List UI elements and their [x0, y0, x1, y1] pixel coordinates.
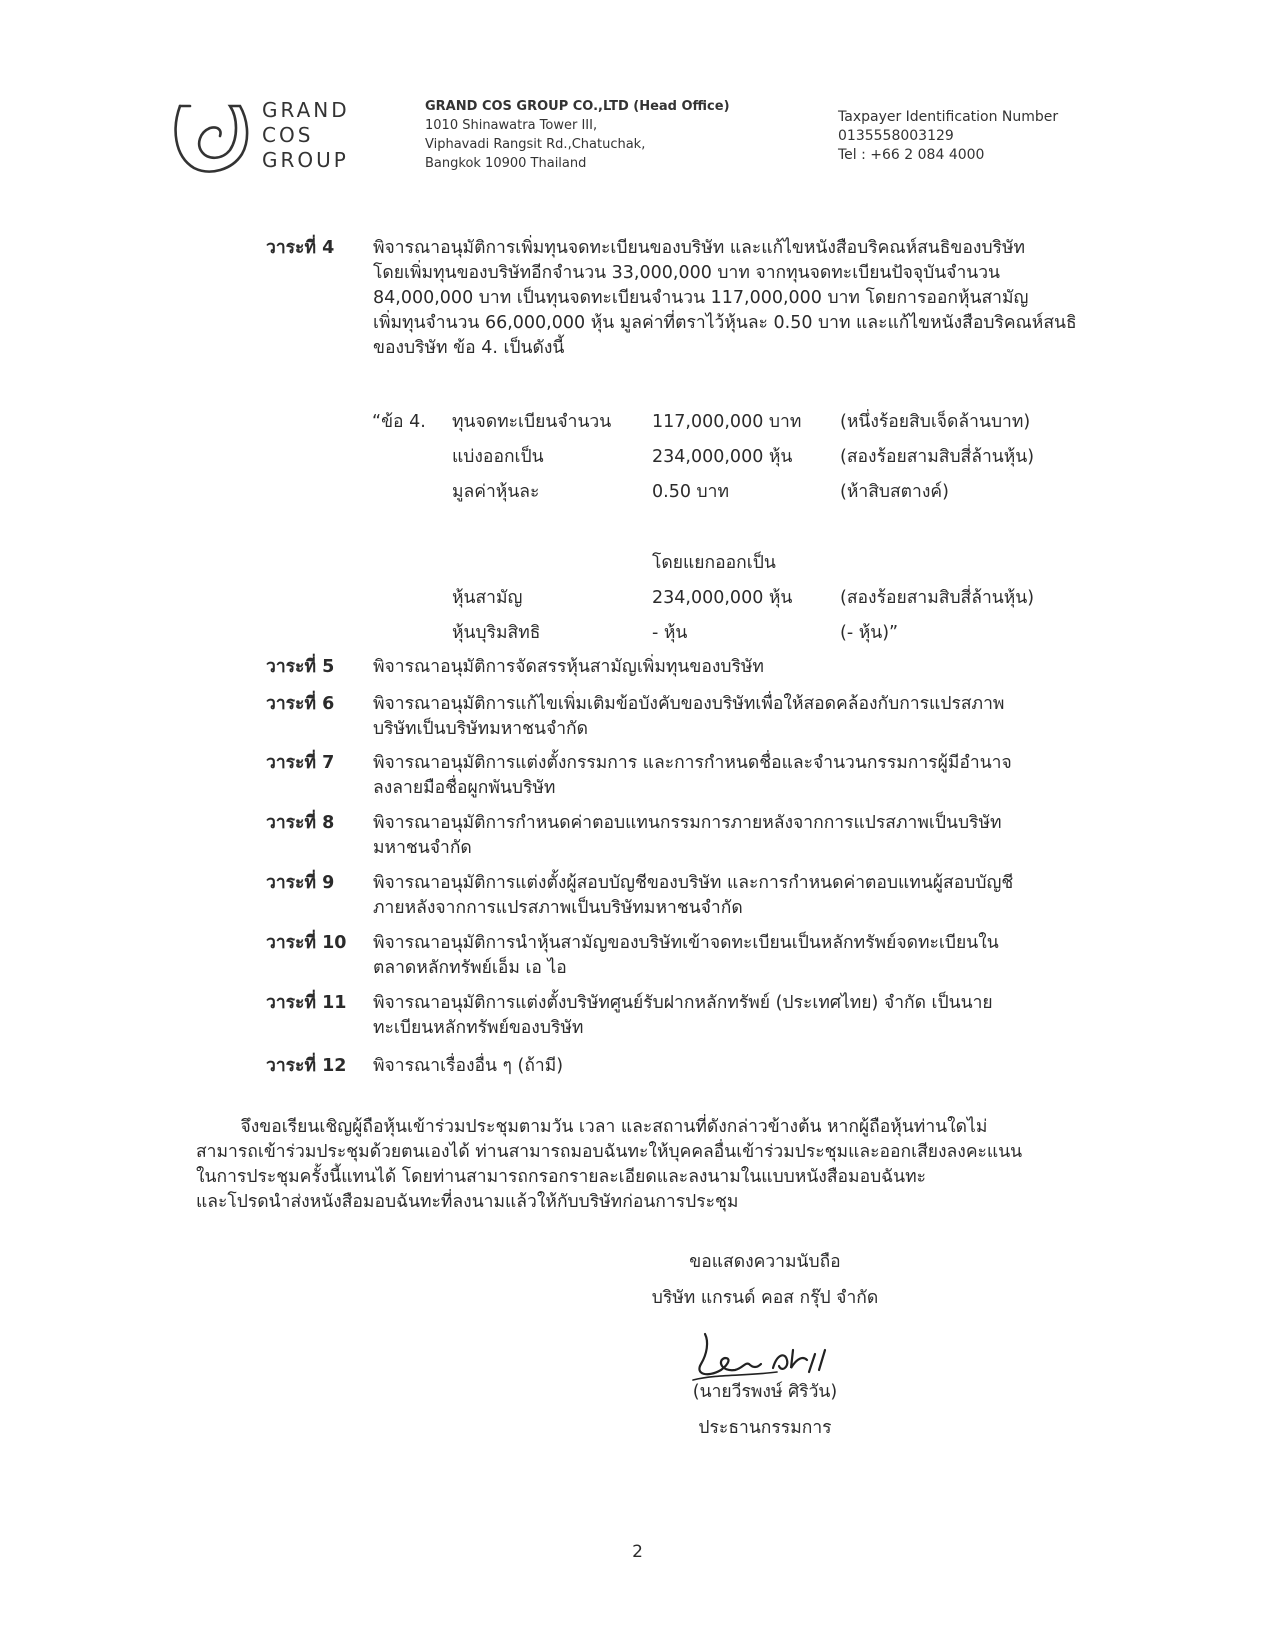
signer-name: (นายวีรพงษ์ ศิริวัน): [692, 1382, 838, 1402]
agenda-line: พิจารณาอนุมัติการแก้ไขเพิ่มเติมข้อบังคับของบริษัทเพื่อให้สอดคล้องกับการแปรสภาพ: [373, 694, 1005, 714]
agenda-number: วาระที่ 4: [266, 238, 335, 258]
split-heading: โดยแยกออกเป็น: [652, 553, 776, 573]
agenda-number: วาระที่ 8: [266, 813, 335, 833]
agenda-number: วาระที่ 5: [266, 657, 335, 677]
agenda-line: พิจารณาอนุมัติการกำหนดค่าตอบแทนกรรมการภายหลังจากการแปรสภาพเป็นบริษัท: [373, 813, 1002, 833]
agenda-line: มหาชนจำกัด: [373, 838, 472, 858]
tax-number: 0135558003129: [838, 128, 954, 144]
clause-item: มูลค่าหุ้นละ: [452, 482, 540, 502]
clause-item: แบ่งออกเป็น: [452, 447, 544, 467]
agenda-number: วาระที่ 7: [266, 753, 335, 773]
logo-line-1: GRAND: [262, 98, 350, 122]
agenda-line: บริษัทเป็นบริษัทมหาชนจำกัด: [373, 719, 588, 739]
company-name: GRAND COS GROUP CO.,LTD (Head Office): [425, 99, 730, 114]
closing-line: สามารถเข้าร่วมประชุมด้วยตนเองได้ ท่านสามารถมอบฉันทะให้บุคคลอื่นเข้าร่วมประชุมและออกเสียงลงคะแนน: [196, 1142, 1023, 1162]
clause-label: “ข้อ 4.: [372, 412, 426, 432]
agenda-text: [373, 811, 1085, 861]
closing-line: และโปรดนำส่งหนังสือมอบฉันทะที่ลงนามแล้วให้กับบริษัทก่อนการประชุม: [196, 1192, 739, 1212]
agenda-line: ภายหลังจากการแปรสภาพเป็นบริษัทมหาชนจำกัด: [373, 898, 743, 918]
closing-paragraph: [196, 1115, 1081, 1215]
closing-line: จึงขอเรียนเชิญผู้ถือหุ้นเข้าร่วมประชุมตามวัน เวลา และสถานที่ดังกล่าวข้างต้น หากผู้ถือหุ้นท่านใดไม่: [196, 1117, 988, 1137]
clause-amount: 117,000,000 บาท: [652, 412, 802, 432]
agenda-text: [373, 1054, 1085, 1079]
clause-words: (สองร้อยสามสิบสี่ล้านหุ้น): [840, 588, 1035, 608]
grand-cos-logo-icon: [170, 98, 252, 174]
clause-words: (- หุ้น)”: [840, 623, 899, 643]
logo-line-3: GROUP: [262, 148, 349, 172]
telephone: Tel : +66 2 084 4000: [838, 147, 985, 163]
agenda-text: [373, 931, 1085, 981]
agenda-text: [373, 655, 1085, 680]
clause-words: (ห้าสิบสตางค์): [840, 482, 949, 502]
clause-amount: 234,000,000 หุ้น: [652, 588, 793, 608]
clause-amount: - หุ้น: [652, 623, 688, 643]
agenda-number: วาระที่ 10: [266, 933, 347, 953]
address-line-2: Viphavadi Rangsit Rd.,Chatuchak,: [425, 137, 646, 152]
agenda-text: [373, 236, 1085, 361]
agenda-line: พิจารณาอนุมัติการแต่งตั้งกรรมการ และการกำหนดชื่อและจำนวนกรรมการผู้มีอำนาจ: [373, 753, 1012, 773]
clause-item: หุ้นบุริมสิทธิ: [452, 623, 541, 643]
address-line-3: Bangkok 10900 Thailand: [425, 156, 587, 171]
agenda-line: ตลาดหลักทรัพย์เอ็ม เอ ไอ: [373, 958, 567, 978]
clause-words: (สองร้อยสามสิบสี่ล้านหุ้น): [840, 447, 1035, 467]
clause-amount: 234,000,000 หุ้น: [652, 447, 793, 467]
clause-words: (หนึ่งร้อยสิบเจ็ดล้านบาท): [840, 412, 1031, 432]
agenda-line: ของบริษัท ข้อ 4. เป็นดังนี้: [373, 338, 565, 358]
agenda-text: [373, 692, 1085, 742]
clause-item: หุ้นสามัญ: [452, 588, 523, 608]
agenda-number: วาระที่ 9: [266, 873, 335, 893]
agenda-text: [373, 751, 1085, 801]
agenda-line: 84,000,000 บาท เป็นทุนจดทะเบียนจำนวน 117,000,000 บาท โดยการออกหุ้นสามัญ: [373, 288, 1029, 308]
agenda-line: พิจารณาอนุมัติการแต่งตั้งผู้สอบบัญชีของบริษัท และการกำหนดค่าตอบแทนผู้สอบบัญชี: [373, 873, 1014, 893]
agenda-line: พิจารณาเรื่องอื่น ๆ (ถ้ามี): [373, 1056, 564, 1076]
signer-title: ประธานกรรมการ: [698, 1418, 832, 1438]
page-number: 2: [632, 1542, 643, 1562]
agenda-line: พิจารณาอนุมัติการจัดสรรหุ้นสามัญเพิ่มทุนของบริษัท: [373, 657, 764, 677]
logo-line-2: COS: [262, 123, 314, 147]
company-signoff: บริษัท แกรนด์ คอส กรุ๊ป จำกัด: [651, 1288, 879, 1308]
agenda-text: [373, 871, 1085, 921]
agenda-number: วาระที่ 6: [266, 694, 335, 714]
agenda-line: ทะเบียนหลักทรัพย์ของบริษัท: [373, 1018, 584, 1038]
agenda-line: พิจารณาอนุมัติการเพิ่มทุนจดทะเบียนของบริษัท และแก้ไขหนังสือบริคณห์สนธิของบริษัท: [373, 238, 1026, 258]
tax-info-block: [838, 108, 1058, 165]
clause-item: ทุนจดทะเบียนจำนวน: [452, 412, 612, 432]
logo-wordmark: [262, 98, 350, 173]
agenda-line: ลงลายมือชื่อผูกพันบริษัท: [373, 778, 556, 798]
agenda-line: โดยเพิ่มทุนของบริษัทอีกจำนวน 33,000,000 บาท จากทุนจดทะเบียนปัจจุบันจำนวน: [373, 263, 1001, 283]
clause-amount: 0.50 บาท: [652, 482, 729, 502]
agenda-number: วาระที่ 12: [266, 1056, 347, 1076]
agenda-line: พิจารณาอนุมัติการแต่งตั้งบริษัทศูนย์รับฝากหลักทรัพย์ (ประเทศไทย) จำกัด เป็นนาย: [373, 993, 993, 1013]
agenda-number: วาระที่ 11: [266, 993, 347, 1013]
agenda-line: เพิ่มทุนจำนวน 66,000,000 หุ้น มูลค่าที่ตราไว้หุ้นละ 0.50 บาท และแก้ไขหนังสือบริคณห์สนธิ: [373, 313, 1077, 333]
regards: ขอแสดงความนับถือ: [689, 1252, 841, 1272]
company-address-block: [425, 97, 730, 173]
agenda-text: [373, 991, 1085, 1041]
address-line-1: 1010 Shinawatra Tower III,: [425, 118, 598, 133]
tax-label: Taxpayer Identification Number: [838, 109, 1059, 125]
agenda-line: พิจารณาอนุมัติการนำหุ้นสามัญของบริษัทเข้าจดทะเบียนเป็นหลักทรัพย์จดทะเบียนใน: [373, 933, 999, 953]
closing-line: ในการประชุมครั้งนี้แทนได้ โดยท่านสามารถกรอกรายละเอียดและลงนามในแบบหนังสือมอบฉันทะ: [196, 1167, 927, 1187]
